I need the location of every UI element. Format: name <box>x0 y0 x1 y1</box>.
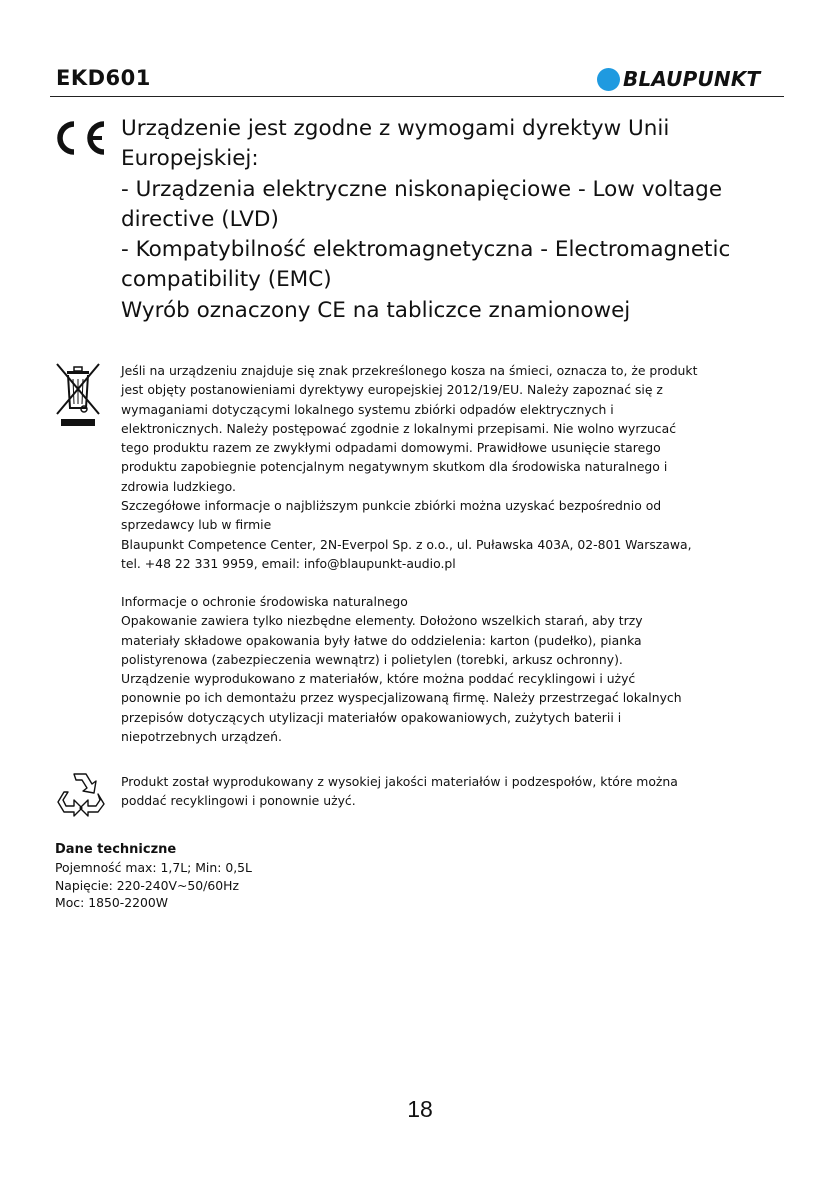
packaging-line: przepisów dotyczących utylizacji materiałów opakowaniowych, zużytych baterii i <box>121 709 622 725</box>
ce-line: Urządzenie jest zgodne z wymogami dyrektyw Unii <box>121 116 670 141</box>
brand-dot-icon <box>597 68 620 91</box>
packaging-line: Informacje o ochronie środowiska naturalnego <box>121 594 408 609</box>
ce-declaration <box>121 114 801 326</box>
ce-line: directive (LVD) <box>121 206 279 232</box>
recycle-icon <box>54 770 106 818</box>
recycle-line: poddać recyklingowi i ponownie użyć. <box>121 793 356 809</box>
weee-line: jest objęty postanowieniami dyrektywy europejskiej 2012/19/EU. Należy zapoznać się z <box>121 382 663 398</box>
packaging-paragraph <box>121 592 682 746</box>
tech-specs-title: Dane techniczne <box>55 842 177 857</box>
packaging-line: niepotrzebnych urządzeń. <box>121 729 282 745</box>
weee-line: tego produktu razem ze zwykłymi odpadami domowymi. Prawidłowe usunięcie starego <box>121 440 661 456</box>
ce-line: compatibility (EMC) <box>121 267 332 293</box>
tech-specs <box>55 840 252 912</box>
tech-spec-line: Napięcie: 220-240V~50/60Hz <box>55 877 239 893</box>
ce-line: Wyrób oznaczony CE na tabliczce znamionowej <box>121 297 631 323</box>
ce-line: Europejskiej: <box>121 146 259 172</box>
weee-line: produktu zapobiegnie potencjalnym negatywnym skutkom dla środowiska naturalnego i <box>121 459 668 475</box>
weee-line: Blaupunkt Competence Center, 2N-Everpol Sp. z o.o., ul. Puławska 403A, 02-801 Warszawa, <box>121 536 692 552</box>
brand-name: BLAUPUNKT <box>623 67 761 91</box>
weee-paragraph <box>121 361 697 573</box>
ce-line: - Kompatybilność elektromagnetyczna - Electromagnetic <box>121 237 731 263</box>
packaging-line: polistyrenowa (zabezpieczenia wewnątrz) i polietylen (torebki, arkusz ochronny). <box>121 651 623 667</box>
weee-line: elektronicznych. Należy postępować zgodnie z lokalnymi przepisami. Nie wolno wyrzucać <box>121 420 677 436</box>
crossed-bin-icon <box>55 362 101 428</box>
packaging-line: materiały składowe opakowania były łatwe do oddzielenia: karton (pudełko), pianka <box>121 632 642 648</box>
ce-line: - Urządzenia elektryczne niskonapięciowe - Low voltage <box>121 176 723 202</box>
weee-line: sprzedawcy lub w firmie <box>121 517 272 533</box>
tech-spec-line: Moc: 1850-2200W <box>55 895 168 910</box>
packaging-line: ponownie po ich demontażu przez wyspecjalizowaną firmę. Należy przestrzegać lokalnych <box>121 690 682 706</box>
packaging-line: Opakowanie zawiera tylko niezbędne elementy. Dołożono wszelkich starań, aby trzy <box>121 613 643 629</box>
weee-line: Szczegółowe informacje o najbliższym punkcie zbiórki można uzyskać bezpośrednio od <box>121 498 662 514</box>
packaging-line: Urządzenie wyprodukowano z materiałów, które można poddać recyklingowi i użyć <box>121 671 636 687</box>
page-number: 18 <box>407 1096 433 1122</box>
weee-line: zdrowia ludzkiego. <box>121 478 236 494</box>
recycle-line: Produkt został wyprodukowany z wysokiej jakości materiałów i podzespołów, które można <box>121 774 678 789</box>
weee-line: Jeśli na urządzeniu znajduje się znak przekreślonego kosza na śmieci, oznacza to, że produkt <box>121 363 698 378</box>
weee-line: wymaganiami dotyczącymi lokalnego systemu zbiórki odpadów elektrycznych i <box>121 401 614 417</box>
ce-mark-icon <box>52 118 108 158</box>
weee-line: tel. +48 22 331 9959, email: info@blaupunkt-audio.pl <box>121 555 456 571</box>
brand-logo <box>597 66 760 92</box>
tech-spec-line: Pojemność max: 1,7L; Min: 0,5L <box>55 860 252 875</box>
model-name: EKD601 <box>56 66 151 90</box>
header-divider <box>50 96 784 97</box>
recycle-paragraph <box>121 772 678 811</box>
